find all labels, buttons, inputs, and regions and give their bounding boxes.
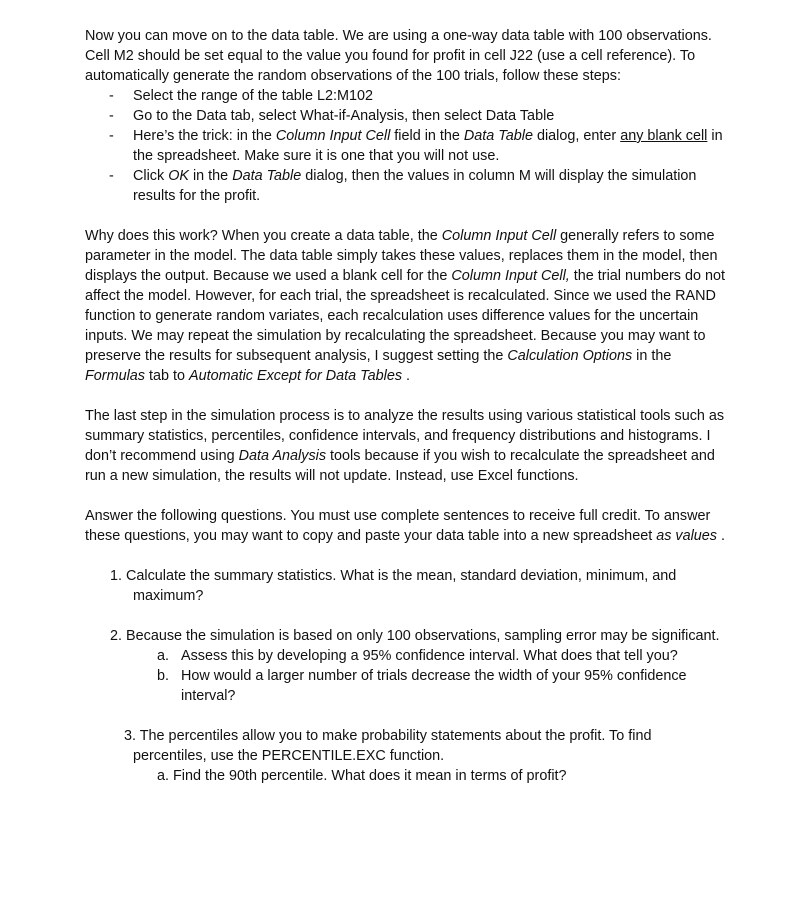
question-2a xyxy=(85,646,725,666)
step-text: dialog, then the values in column M will display the simulation results for the profit. xyxy=(133,168,697,204)
sub-question-text: a. Find the 90th percentile. What does it mean in terms of profit? xyxy=(157,768,567,784)
step-item xyxy=(85,106,725,126)
step-underlined: any blank cell xyxy=(620,128,708,144)
text-run: the trial numbers do not affect the model. However, for each trial, the spreadsheet is recalculated. Since we used the RAND function to generate random variates, each recalculation uses difference values for the uncertain inputs. We may repeat the simulation by recalculating the spreadsheet. Because you may want to preserve the results for subsequent analysis, I suggest setting the xyxy=(85,268,725,364)
text-run: . xyxy=(402,368,411,384)
sub-letter: a. xyxy=(157,648,170,664)
document-page xyxy=(85,26,725,786)
question-3a xyxy=(85,766,725,786)
why-paragraph xyxy=(85,226,725,386)
question-text: The percentiles allow you to make probability statements about the profit. To find percentiles, use the PERCENTILE.EXC function. xyxy=(133,728,652,764)
step-italic: Data Table xyxy=(232,168,302,184)
italic-run: Data Analysis xyxy=(238,448,327,464)
text-run: tab to xyxy=(144,368,189,384)
italic-run: as values xyxy=(656,528,717,544)
question-1 xyxy=(85,566,725,606)
question-2b xyxy=(85,666,725,706)
step-item xyxy=(85,86,725,106)
text-run: Answer the following questions. You must use complete sentences to receive full credit. To answer these questions, you may want to copy and paste your data table into a new spreadsheet xyxy=(85,508,711,544)
step-italic: OK xyxy=(168,168,189,184)
italic-run: Column Input Cell xyxy=(441,228,557,244)
step-text: Here’s the trick: in the xyxy=(133,128,276,144)
text-run: The last step in the simulation process is to analyze the results using various statistical tools such as summary statistics, percentiles, confidence intervals, and frequency distributions and histograms. I don’t recommend using xyxy=(85,408,725,464)
italic-run: Column Input Cell, xyxy=(451,268,570,284)
step-text: field in the xyxy=(390,128,464,144)
question-number: 3. xyxy=(124,728,137,744)
text-run: in the xyxy=(632,348,672,364)
text-run: Why does this work? When you create a data table, the xyxy=(85,228,442,244)
step-italic: Data Table xyxy=(463,128,533,144)
step-text: Select the range of the table L2:M102 xyxy=(133,88,374,104)
answer-paragraph xyxy=(85,506,725,546)
question-text: Because the simulation is based on only 100 observations, sampling error may be significant. xyxy=(126,628,720,644)
step-text: in the xyxy=(188,168,233,184)
intro-paragraph: Now you can move on to the data table. We are using a one-way data table with 100 observations. Cell M2 should be set equal to the value you found for profit in cell J22 (use a cell reference). To automatically generate the random observations of the 100 trials, follow these steps: xyxy=(85,28,712,84)
question-2 xyxy=(85,626,725,646)
italic-run: Calculation Options xyxy=(507,348,633,364)
text-run: tools because if you wish to recalculate the spreadsheet and run a new simulation, the results will not update. Instead, use Excel functions. xyxy=(85,448,715,484)
step-text: Click xyxy=(133,168,169,184)
step-item xyxy=(85,166,725,206)
question-number: 1. xyxy=(110,568,123,584)
step-item xyxy=(85,126,725,166)
step-text: Go to the Data tab, select What-if-Analysis, then select Data Table xyxy=(133,108,555,124)
sub-question-text: How would a larger number of trials decrease the width of your 95% confidence interval? xyxy=(181,668,687,704)
last-step-paragraph xyxy=(85,406,725,486)
step-text: dialog, enter xyxy=(532,128,621,144)
question-number: 2. xyxy=(110,628,123,644)
text-run: generally refers to some parameter in the model. The data table simply takes these values, replaces them in the model, then displays the output. Because we used a blank cell for the xyxy=(85,228,718,284)
italic-run: Formulas xyxy=(85,368,145,384)
question-3 xyxy=(85,726,725,766)
question-text: Calculate the summary statistics. What is the mean, standard deviation, minimum, and maximum? xyxy=(126,568,677,604)
sub-letter: b. xyxy=(157,668,170,684)
step-italic: Column Input Cell xyxy=(275,128,391,144)
step-text: in the spreadsheet. Make sure it is one that you will not use. xyxy=(133,128,723,164)
steps-list xyxy=(85,86,725,206)
text-run: . xyxy=(717,528,725,544)
sub-question-text: Assess this by developing a 95% confidence interval. What does that tell you? xyxy=(181,648,678,664)
italic-run: Automatic Except for Data Tables xyxy=(189,368,403,384)
